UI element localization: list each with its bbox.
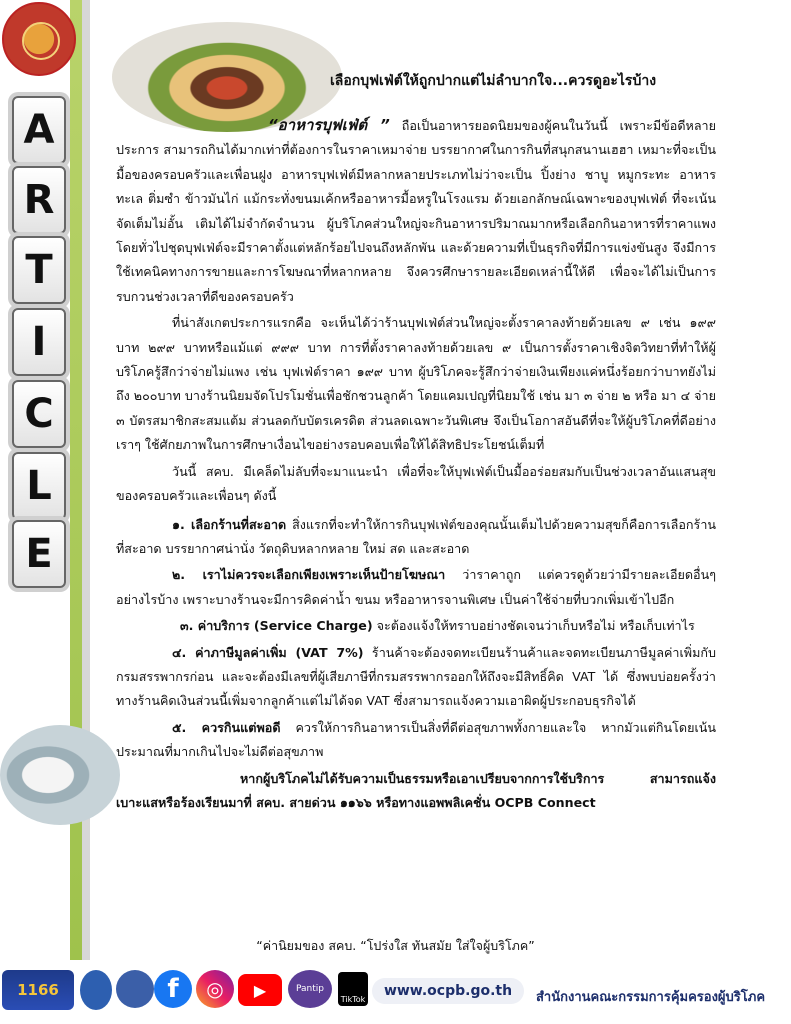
sidebar-letter: C xyxy=(12,380,66,448)
tip-heading: ๓. ค่าบริการ (Service Charge) xyxy=(180,618,373,634)
ocpb-connect-icon[interactable] xyxy=(116,970,154,1008)
tip-text: สิ่งแรกที่จะทำให้การกินบุฟเฟ่ต์ของคุณนั้นเต็มไปด้วยความสุขก็คือการเลือกร้านที่สะอาด บรรยากาศน่านั่ง วัตถุดิบหลากหลาย ใหม่ สด และสะอาด xyxy=(116,516,717,556)
tip-item xyxy=(116,513,716,562)
youtube-icon[interactable]: ▶ xyxy=(238,974,282,1006)
sidebar-letter: I xyxy=(12,308,66,376)
tip-text: ร้านค้าจะต้องจดทะเบียนร้านค้าและจดทะเบียนภาษีมูลค่าเพิ่มกับกรมสรรพากรก่อน และจะต้องมีเลขที่ผู้เสียภาษีที่กรมสรรพากรออกให้ถึงจะมีสิทธิ์คิด VAT ได้ ซึ่งพบบ่อยครั้งว่าทางร้านคิดเงินส่วนนี้เพิ่มจากลูกค้าแต่ไม่ได้จด VAT ซึ่งสามารถแจ้งความเอาผิดผู้ประกอบธุรกิจได้ xyxy=(116,644,716,709)
closing-paragraph: หากผู้บริโภคไม่ได้รับความเป็นธรรมหรือเอาเปรียบจากการใช้บริการ สามารถแจ้งเบาะแสหรือร้องเรียนมาที่ สคบ. สายด่วน ๑๑๖๖ หรือทางแอพพลิเคชั่น OCPB Connect xyxy=(116,770,716,810)
sidebar-letter: A xyxy=(12,96,66,164)
hotline-1166-logo: 1166 xyxy=(2,970,74,1010)
tip-heading: ๑. เลือกร้านที่สะอาด xyxy=(172,516,287,532)
instagram-icon[interactable]: ◎ xyxy=(196,970,234,1008)
paragraph-3: วันนี้ สคบ. มีเคล็ดไม่ลับที่จะมาแนะนำ เพื่อที่จะให้บุฟเฟ่ต์เป็นมื้ออร่อยสมกับเป็นช่วงเวลาอันแสนสุขของครอบครัวและเพื่อนๆ ดังนี้ xyxy=(116,463,716,504)
sidebar-letter: R xyxy=(12,166,66,234)
tip-text: จะต้องแจ้งให้ทราบอย่างชัดเจนว่าเก็บหรือไม่ หรือเก็บเท่าไร xyxy=(372,618,695,634)
pantip-icon[interactable]: Pantip xyxy=(288,970,332,1008)
agency-seal-logo xyxy=(2,2,76,76)
footer-bar xyxy=(0,964,791,1019)
sidebar-letter: E xyxy=(12,520,66,588)
tip-heading: ๔. ค่าภาษีมูลค่าเพิ่ม (VAT 7%) xyxy=(172,644,364,660)
tip-text: ว่าราคาถูก แต่ควรดูด้วยว่ามีรายละเอียดอื่นๆ อย่างไรบ้าง เพราะบางร้านจะมีการคิดค่าน้ำ ขนม หรืออาหารจานพิเศษ เป็นค่าใช้จ่ายที่บวกเพิ่มเข้าไปอีก xyxy=(116,567,716,607)
intro-emphasis: “อาหารบุฟเฟ่ต์ ” xyxy=(268,116,390,134)
agency-slogan: “ค่านิยมของ สคบ. “โปร่งใส ทันสมัย ใส่ใจผู้บริโภค” xyxy=(256,938,535,953)
tip-item xyxy=(116,614,716,638)
intro-text: ถือเป็นอาหารยอดนิยมของผู้คนในวันนี้ เพราะมีข้อดีหลายประการ สามารถกินได้มากเท่าที่ต้องการในราคาเหมาจ่าย บรรยากาศในการกินที่สนุกสนานเฮฮา เหมาะที่จะเป็นมื้อของครอบครัวและเพื่อนฝูง อาหารบุฟเฟ่ต์มีหลากหลายประเภทไม่ว่าจะเป็น ปิ้งย่าง ชาบู หมูกระทะ อาหารทะเล ติ่มซำ ข้าวมันไก่ แม้กระทั่งขนมเค้กหรืออาหารมื้อหรูในโรงแรม ด้วยเอกลักษณ์เฉพาะของบุฟเฟ่ต์ ที่จะเน้นจัดเต็มไม่อั้น เติมได้ไม่จำกัดจำนวน ผู้บริโภคส่วนใหญ่จะกินอาหารปริมาณมากหรือเลือกกินอาหารที่ราคาแพง โดยทั่วไปชุดบุฟเฟ่ต์จะมีราคาตั้งแต่หลักร้อยไปจนถึงหลักพัน และด้วยความที่เป็นธุรกิจที่มีการแข่งขันสูง จึงมีการใช้เทคนิคทางการขายและการโฆษณาที่หลากหลาย จึงควรศึกษารายละเอียดเหล่านี้ให้ดี เพื่อจะได้ไม่เป็นการรบกวนช่วงเวลาที่ดีของครอบครัว xyxy=(116,118,716,304)
tip-item xyxy=(116,641,716,714)
website-link[interactable]: www.ocpb.go.th xyxy=(372,978,524,1004)
tip-heading: ๒. เราไม่ควรจะเลือกเพียงเพราะเห็นป้ายโฆษณา xyxy=(172,567,446,583)
sidebar-letter: L xyxy=(12,452,66,520)
left-sidebar xyxy=(0,0,96,1024)
facebook-icon[interactable]: f xyxy=(154,970,192,1008)
sidebar-letter: T xyxy=(12,236,66,304)
agency-name: สำนักงานคณะกรรมการคุ้มครองผู้บริโภค xyxy=(536,990,766,1005)
receipt-image xyxy=(0,725,120,825)
tiktok-icon[interactable]: TikTok xyxy=(338,972,368,1006)
intro-paragraph xyxy=(116,113,716,309)
tip-item xyxy=(116,716,716,765)
paragraph-2: ที่น่าสังเกตประการแรกคือ จะเห็นได้ว่าร้านบุฟเฟ่ต์ส่วนใหญ่จะตั้งราคาลงท้ายด้วยเลข ๙ เช่น ๑๙๙ บาท ๒๙๙ บาทหรือแม้แต่ ๙๙๙ บาท การที่ตั้งราคาลงท้ายด้วยเลข ๙ เป็นการตั้งราคาเชิงจิตวิทยาที่ทำให้ผู้บริโภครู้สึกว่าจ่ายไม่แพง เช่น บุฟเฟ่ต์ราคา ๑๙๙ บาท ผู้บริโภคจะรู้สึกว่าจ่ายเงินเพียงแค่หนึ่งร้อยกว่าบาทยังไม่ถึง ๒๐๐บาท บางร้านนิยมจัดโปรโมชั่นเพื่อชักชวนลูกค้า โดยแคมเปญที่นิยมใช้ เช่น มา ๓ จ่าย ๒ หรือ มา ๔ จ่าย ๓ บัตรสมาชิกสะสมแต้ม ส่วนลดกับบัตรเครดิต ส่วนลดเฉพาะวันพิเศษ จึงเป็นโอกาสอันดีที่จะให้ผู้บริโภคที่ดีอย่างเราๆ ใช้ศักยภาพในการศึกษาเงื่อนไขอย่างรอบคอบเพื่อให้ได้สิทธิประโยชน์เต็มที่ xyxy=(116,315,716,453)
article-body xyxy=(116,113,716,815)
tip-heading: ๕. ควรกินแต่พอดี xyxy=(172,719,281,735)
tip-item xyxy=(116,563,716,612)
tip-text: ควรให้การกินอาหารเป็นสิ่งที่ดีต่อสุขภาพทั้งกายและใจ หากมัวแต่กินโดยเน้นประมาณที่มากเกินไปจะไม่ดีต่อสุขภาพ xyxy=(116,719,716,760)
mascot-icon xyxy=(80,970,112,1010)
article-title: เลือกบุฟเฟ่ต์ให้ถูกปากแต่ไม่ลำบากใจ...ควรดูอะไรบ้าง xyxy=(330,73,657,89)
